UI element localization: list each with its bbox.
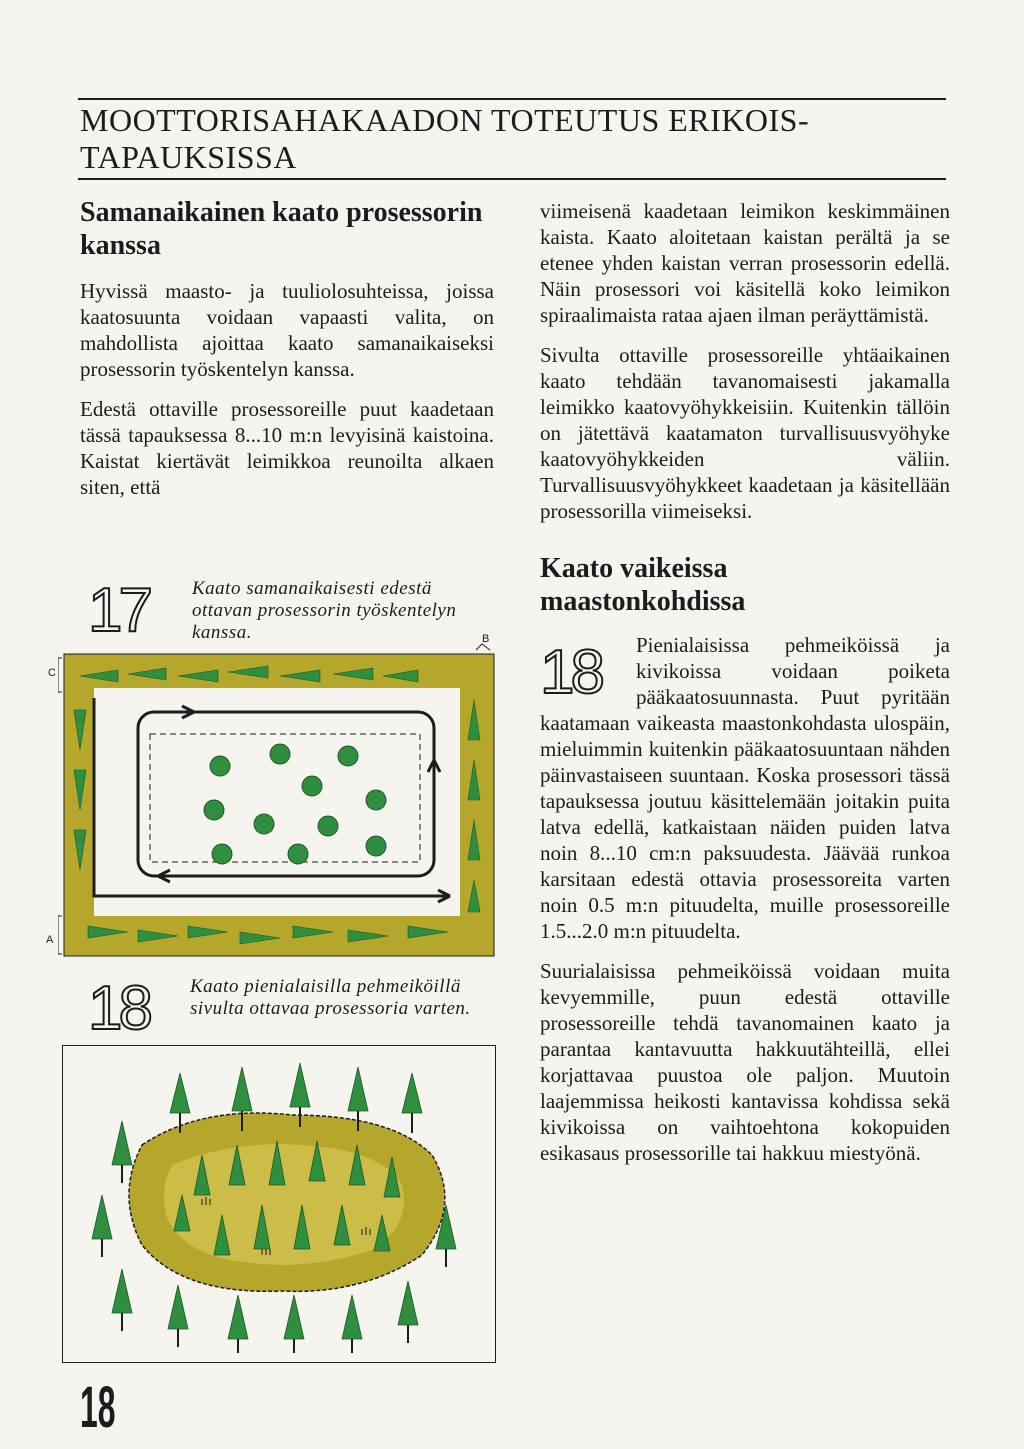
right-column: [540, 198, 950, 1180]
right-paragraph-1: viimeisenä kaadetaan leimikon keskimmäinen kaista. Kaato aloitetaan kaistan perältä ja se etenee yhden kaistan verran prosessorin edellä. Näin prosessori voi käsitellä koko leimikon spiraalimaista rataa ajaen ilman peräyttämistä.: [540, 199, 950, 327]
figure-17-label-b: B: [482, 633, 490, 645]
figure-17-caption: Kaato samanaikaisesti edestä ottavan prosessorin työskentelyn kanssa.: [192, 578, 457, 643]
figure-18-number: 18: [88, 974, 149, 1043]
figure-17-label-c: C: [48, 667, 56, 679]
figure-18-caption: Kaato pienialaisilla pehmeiköillä sivulta ottavaa prosessoria varten.: [190, 976, 471, 1019]
section-title-difficult-terrain: Kaato vaikeissa maastonkohdissa: [540, 553, 746, 617]
figure-18-ref-number: 18: [540, 638, 601, 707]
header-bottom-rule: [78, 178, 946, 180]
left-column: [80, 196, 494, 514]
figure-17-diagram: [58, 640, 498, 960]
figure-17-label-a: A: [46, 934, 54, 946]
figure-17-number: 17: [88, 576, 149, 645]
left-paragraph-2: Edestä ottaville prosessoreille puut kaadetaan tässä tapauksessa 8...10 m:n levyisinä kaistoina. Kaistat kiertävät leimikkoa reunoilta alkaen siten, että: [80, 397, 494, 499]
page-header-title: MOOTTORISAHAKAADON TOTEUTUS ERIKOIS-TAPAUKSISSA: [80, 102, 810, 175]
page-number: 18: [80, 1375, 116, 1440]
left-paragraph-1: Hyvissä maasto- ja tuuliolosuhteissa, joissa kaatosuunta voidaan vapaasti valita, on mahdollista ajoittaa kaato samanaikaiseksi prosessorin työskentelyn kanssa.: [80, 279, 494, 381]
header-top-rule: [78, 98, 946, 100]
section-title-simultaneous: Samanaikainen kaato prosessorin kanssa: [80, 197, 483, 261]
right-paragraph-2: Sivulta ottaville prosessoreille yhtäaikainen kaato tehdään tavanomaisesti jakamalla leimikko kaatovyöhykkeisiin. Kuitenkin tällöin on jätettävä kaatamaton turvallisuusvyöhyke kaatovyöhykkeiden väliin. Turvallisuusvyöhykkeet kaadetaan ja käsitellään prosessorilla viimeiseksi.: [540, 343, 950, 523]
right-paragraph-3: Pienialaisissa pehmeiköissä ja kivikoissa voidaan poiketa pääkaatosuunnasta. Puut pyritään kaatamaan vaikeasta maastonkohdasta ulospäin, mieluimmin kuitenkin pääkaatosuuntaan nähden päinvastaiseen suuntaan. Koska prosessori tässä tapauksessa joutuu käsittelemään joitakin puita latva edellä, katkaistaan näiden puiden latva noin 8...10 cm:n paksuudesta. Jäävää runkoa karsitaan edestä ottavia prosessoreita varten noin 0.5 m:n pituudelta, muille prosessoreille 1.5...2.0 m:n pituudelta.: [540, 633, 950, 943]
figure-18-diagram: [62, 1045, 496, 1363]
right-paragraph-4: Suurialaisissa pehmeiköissä voidaan muita kevyemmille, puun edestä ottaville prosessoreille tehdä tavanomainen kaato ja parantaa kantavuutta hakkuutähteillä, ellei korjattavaa puustoa ole paljon. Muutoin laajemmissa heikosti kantavissa kohdissa sekä kivikoissa on vaihtoehtona kokopuiden esikasaus prosessorille tai hakkuu miestyönä.: [540, 959, 950, 1165]
